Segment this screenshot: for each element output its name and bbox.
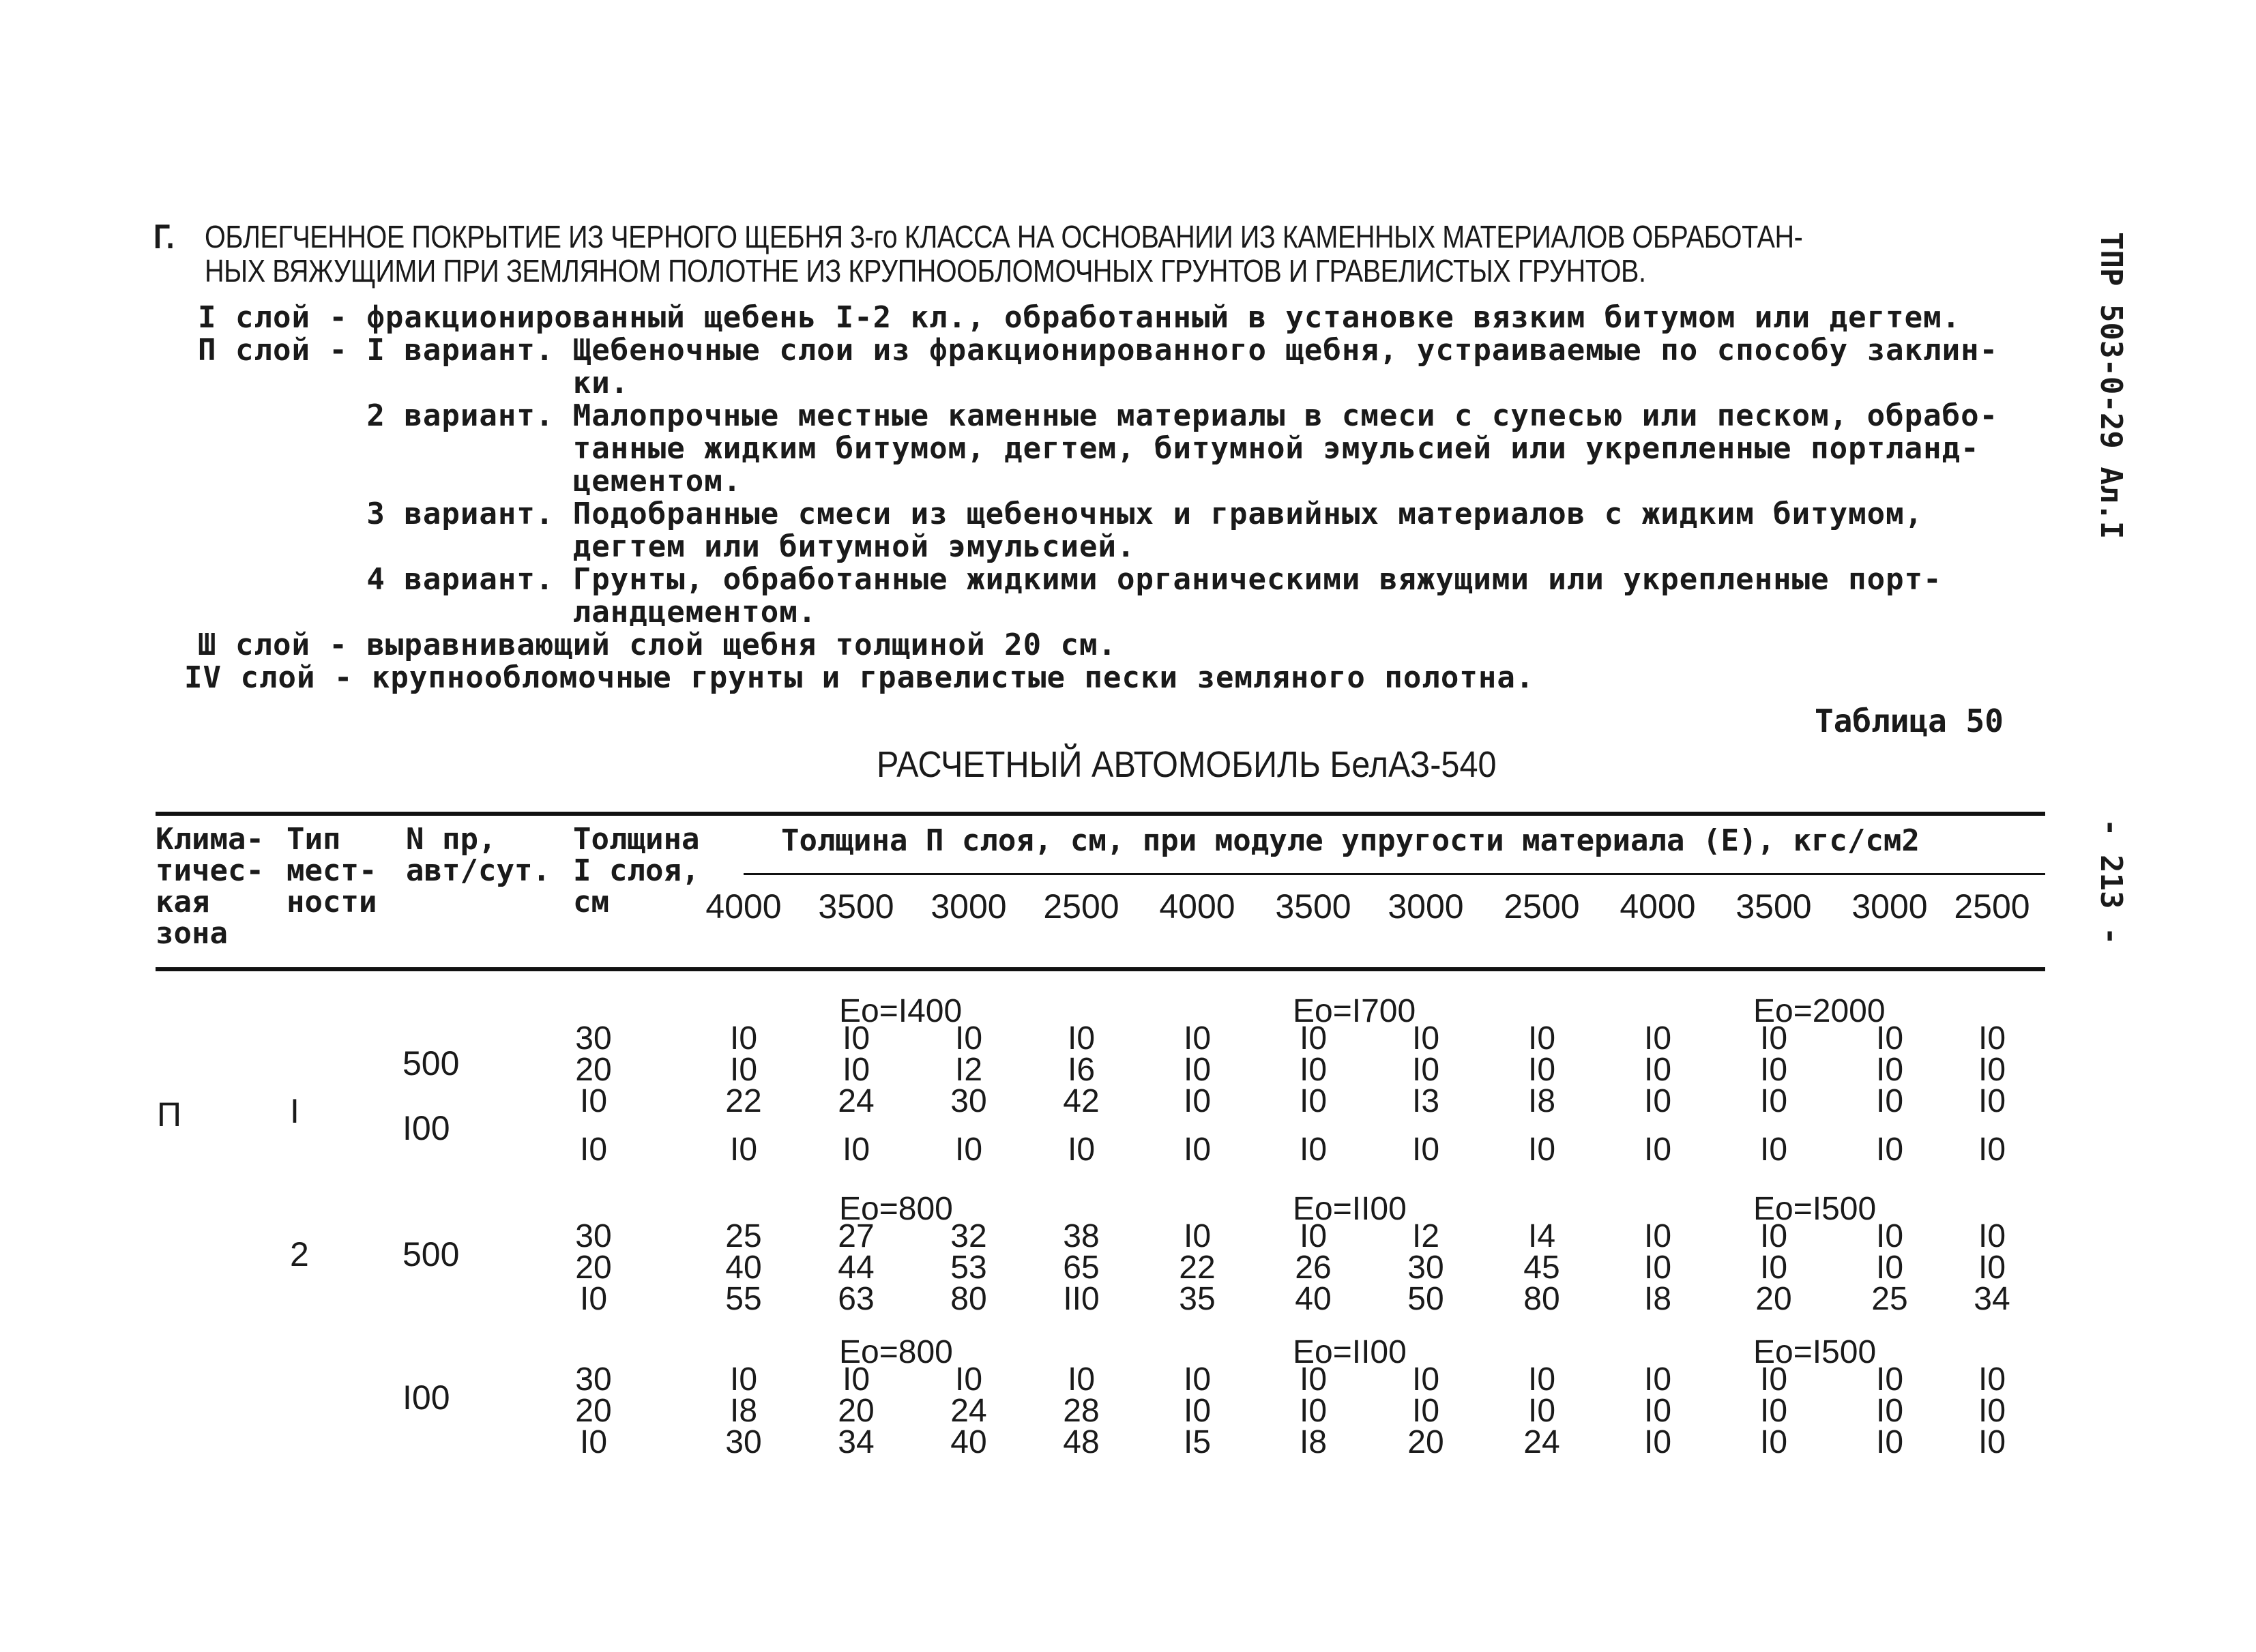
table-cell: I0 [1527,1052,1556,1088]
table-cell: I0 [579,1281,608,1317]
eo-label: Eo=I500 [1753,1191,1877,1227]
table-cell: I0 [1299,1020,1328,1057]
header-zone: Клима- тичес- кая зона [156,822,264,951]
table-cell: I0 [1643,1218,1672,1254]
doc-code: ТПР 503-0-29 Ал.I [2094,232,2128,540]
layer-line: дегтем или битумной эмульсией. [198,529,1136,564]
modulus-column-header: 3500 [1735,887,1812,926]
table-cell: I0 [1299,1393,1328,1429]
table-cell: I2 [954,1052,983,1088]
header-traffic: N пр, авт/сут. [406,822,551,888]
table-cell: I0 [579,1132,608,1168]
table-cell: I0 [1978,1052,2006,1088]
table-cell: I0 [1643,1052,1672,1088]
table-cell: 30 [1407,1250,1444,1286]
table-cell: I0 [1299,1132,1328,1168]
table-cell: 27 [838,1218,875,1254]
layer-line: I слой - фракционированный щебень I-2 кл., обработанный в установке вязким битумом или дегтем. [198,300,1961,335]
section-marker: Г. [153,218,175,256]
table-cell: 34 [1974,1281,2010,1317]
eo-label: Eo=2000 [1753,993,1886,1029]
table-cell: I0 [842,1132,870,1168]
table-cell: I0 [1978,1083,2006,1119]
layer-line: ки. [198,366,630,400]
table-cell: I0 [1875,1361,1904,1398]
table-cell: 20 [838,1393,875,1429]
page-number: - 213 - [2094,818,2128,945]
table-cell: I0 [954,1020,983,1057]
table-cell: I0 [579,1424,608,1460]
table-cell: 28 [1063,1393,1100,1429]
table-cell: I0 [1299,1083,1328,1119]
table-cell: 50 [1407,1281,1444,1317]
table-cell: 30 [725,1424,762,1460]
table-cell: 38 [1063,1218,1100,1254]
table-cell: I0 [1643,1083,1672,1119]
zone-value: П [157,1095,181,1134]
terrain-1: I [290,1092,299,1130]
table-cell: I0 [954,1361,983,1398]
table-cell: I0 [729,1132,758,1168]
table-cell: I0 [954,1132,983,1168]
table-cell: I0 [579,1083,608,1119]
table-cell: 30 [575,1218,612,1254]
table-cell: I0 [1299,1218,1328,1254]
layer-line: танные жидким битумом, дегтем, битумной эмульсией или укрепленные портланд- [198,431,1980,466]
modulus-column-header: 2500 [1954,887,2030,926]
table-cell: I0 [1643,1132,1672,1168]
table-cell: I0 [1643,1361,1672,1398]
modulus-column-header: 4000 [1159,887,1235,926]
table-cell: 22 [725,1083,762,1119]
table-cell: 40 [725,1250,762,1286]
layer-line: Ш слой - выравнивающий слой щебня толщиной 20 см. [198,628,1117,662]
eo-label: Eo=II00 [1293,1334,1407,1370]
group-header-rule [744,873,2045,875]
table-cell: 20 [1407,1424,1444,1460]
table-cell: I0 [1875,1424,1904,1460]
table-cell: I0 [1759,1218,1788,1254]
header-layer1: Толщина I слоя, см [573,822,700,919]
terrain-2: 2 [290,1235,309,1273]
eo-label: Eo=800 [839,1191,953,1227]
table-cell: I3 [1411,1083,1440,1119]
table-cell: I8 [1527,1083,1556,1119]
section-title-line1: ОБЛЕГЧЕННОЕ ПОКРЫТИЕ ИЗ ЧЕРНОГО ЩЕБНЯ 3-го КЛАССА НА ОСНОВАНИИ ИЗ КАМЕННЫХ МАТЕРИАЛОВ ОБРАБОТАН- [205,219,1803,254]
table-cell: I8 [1643,1281,1672,1317]
table-cell: I0 [1411,1020,1440,1057]
eo-label: Eo=I700 [1293,993,1416,1029]
table-cell: 63 [838,1281,875,1317]
table-cell: 24 [838,1083,875,1119]
modulus-column-header: 3000 [1388,887,1464,926]
modulus-column-header: 3500 [1275,887,1351,926]
table-cell: I8 [1299,1424,1328,1460]
table-cell: 25 [725,1218,762,1254]
table-cell: I0 [1183,1218,1212,1254]
header-bottom-rule [156,967,2045,971]
traffic-value: I00 [402,1378,450,1417]
table-cell: 40 [1295,1281,1332,1317]
table-cell: I6 [1067,1052,1096,1088]
table-cell: I0 [1067,1020,1096,1057]
table-cell: I0 [1527,1020,1556,1057]
table-cell: 30 [575,1361,612,1398]
modulus-column-header: 2500 [1043,887,1119,926]
table-cell: I0 [1875,1218,1904,1254]
table-cell: I0 [1875,1132,1904,1168]
table-cell: I5 [1183,1424,1212,1460]
table-cell: I0 [1978,1218,2006,1254]
table-cell: I0 [1183,1132,1212,1168]
table-cell: 40 [950,1424,987,1460]
table-cell: I0 [729,1020,758,1057]
table-cell: 24 [1523,1424,1560,1460]
table-cell: 80 [1523,1281,1560,1317]
table-cell: 22 [1179,1250,1216,1286]
table-cell: I4 [1527,1218,1556,1254]
table-cell: I0 [842,1020,870,1057]
table-cell: I0 [1527,1132,1556,1168]
layer-line: 4 вариант. Грунты, обработанные жидкими органическими вяжущими или укрепленные порт- [198,562,1942,597]
layer-line: цементом. [198,464,742,499]
modulus-column-header: 2500 [1504,887,1580,926]
table-cell: I0 [1183,1020,1212,1057]
table-cell: I0 [842,1361,870,1398]
eo-label: Eo=I400 [839,993,963,1029]
table-cell: I0 [1183,1393,1212,1429]
table-cell: I0 [1759,1424,1788,1460]
table-cell: I0 [1183,1052,1212,1088]
table-cell: 26 [1295,1250,1332,1286]
modulus-column-header: 3000 [931,887,1007,926]
table-caption: РАСЧЕТНЫЙ АВТОМОБИЛЬ БелАЗ-540 [877,744,1497,785]
table-top-rule [156,812,2045,816]
table-cell: 45 [1523,1250,1560,1286]
table-cell: 20 [1755,1281,1792,1317]
modulus-column-header: 3000 [1851,887,1928,926]
table-cell: I0 [1759,1020,1788,1057]
table-cell: 44 [838,1250,875,1286]
table-cell: I0 [1183,1083,1212,1119]
table-cell: I0 [1875,1083,1904,1119]
table-cell: I0 [1978,1361,2006,1398]
table-cell: 65 [1063,1250,1100,1286]
table-cell: I0 [1759,1083,1788,1119]
traffic-value: 500 [402,1044,460,1082]
table-cell: I0 [1527,1393,1556,1429]
table-cell: 20 [575,1393,612,1429]
layer-line: ландцементом. [198,595,817,630]
table-cell: I0 [1299,1361,1328,1398]
header-terrain: Тип мест- ности [287,822,377,919]
table-cell: 24 [950,1393,987,1429]
table-cell: 55 [725,1281,762,1317]
table-cell: I0 [729,1361,758,1398]
layer-line: IV слой - крупнообломочные грунты и гравелистые пески земляного полотна. [184,660,1535,695]
table-cell: I0 [1643,1393,1672,1429]
table-cell: 42 [1063,1083,1100,1119]
table-cell: 20 [575,1250,612,1286]
table-label: Таблица 50 [1815,703,2004,739]
table-cell: I0 [1978,1132,2006,1168]
table-cell: I0 [1978,1424,2006,1460]
table-cell: I0 [1759,1393,1788,1429]
table-cell: I0 [1978,1393,2006,1429]
table-cell: 25 [1871,1281,1908,1317]
table-cell: I0 [1759,1361,1788,1398]
table-cell: I0 [729,1052,758,1088]
table-cell: I2 [1411,1218,1440,1254]
table-cell: I0 [1978,1020,2006,1057]
table-cell: I8 [729,1393,758,1429]
table-cell: 53 [950,1250,987,1286]
layer-line: 2 вариант. Малопрочные местные каменные материалы в смеси с супесью или песком, обрабо- [198,398,1999,433]
table-cell: I0 [1527,1361,1556,1398]
table-cell: I0 [1759,1250,1788,1286]
table-cell: 48 [1063,1424,1100,1460]
layer-line: П слой - I вариант. Щебеночные слои из фракционированного щебня, устраиваемые по способу заклин- [198,333,1999,368]
header-layer2-group: Толщина П слоя, см, при модуле упругости материала (Е), кгс/см2 [781,823,1920,858]
table-cell: I0 [1759,1132,1788,1168]
traffic-value: 500 [402,1235,460,1273]
table-cell: I0 [1875,1393,1904,1429]
modulus-column-header: 4000 [1620,887,1696,926]
table-cell: I0 [842,1052,870,1088]
table-cell: I0 [1978,1250,2006,1286]
modulus-column-header: 3500 [818,887,894,926]
section-title-line2: НЫХ ВЯЖУЩИМИ ПРИ ЗЕМЛЯНОМ ПОЛОТНЕ ИЗ КРУПНООБЛОМОЧНЫХ ГРУНТОВ И ГРАВЕЛИСТЫХ ГРУНТОВ. [205,253,1646,289]
modulus-column-header: 4000 [705,887,782,926]
table-cell: I0 [1411,1052,1440,1088]
table-cell: 35 [1179,1281,1216,1317]
table-cell: I0 [1875,1052,1904,1088]
table-cell: I0 [1875,1250,1904,1286]
eo-label: Eo=800 [839,1334,953,1370]
table-cell: I0 [1299,1052,1328,1088]
table-cell: I0 [1067,1132,1096,1168]
table-cell: 32 [950,1218,987,1254]
table-cell: 30 [950,1083,987,1119]
table-cell: I0 [1411,1361,1440,1398]
table-cell: I0 [1067,1361,1096,1398]
table-cell: I0 [1411,1132,1440,1168]
table-cell: I0 [1643,1020,1672,1057]
table-cell: I0 [1643,1250,1672,1286]
table-cell: II0 [1063,1281,1100,1317]
table-cell: 30 [575,1020,612,1057]
layer-line: 3 вариант. Подобранные смеси из щебеночных и гравийных материалов с жидким битумом, [198,497,1924,531]
table-cell: 20 [575,1052,612,1088]
eo-label: Eo=I500 [1753,1334,1877,1370]
table-cell: I0 [1875,1020,1904,1057]
traffic-value: I00 [402,1109,450,1147]
table-cell: I0 [1759,1052,1788,1088]
table-cell: I0 [1183,1361,1212,1398]
eo-label: Eo=II00 [1293,1191,1407,1227]
table-cell: I0 [1643,1424,1672,1460]
table-cell: 34 [838,1424,875,1460]
table-cell: 80 [950,1281,987,1317]
table-cell: I0 [1411,1393,1440,1429]
